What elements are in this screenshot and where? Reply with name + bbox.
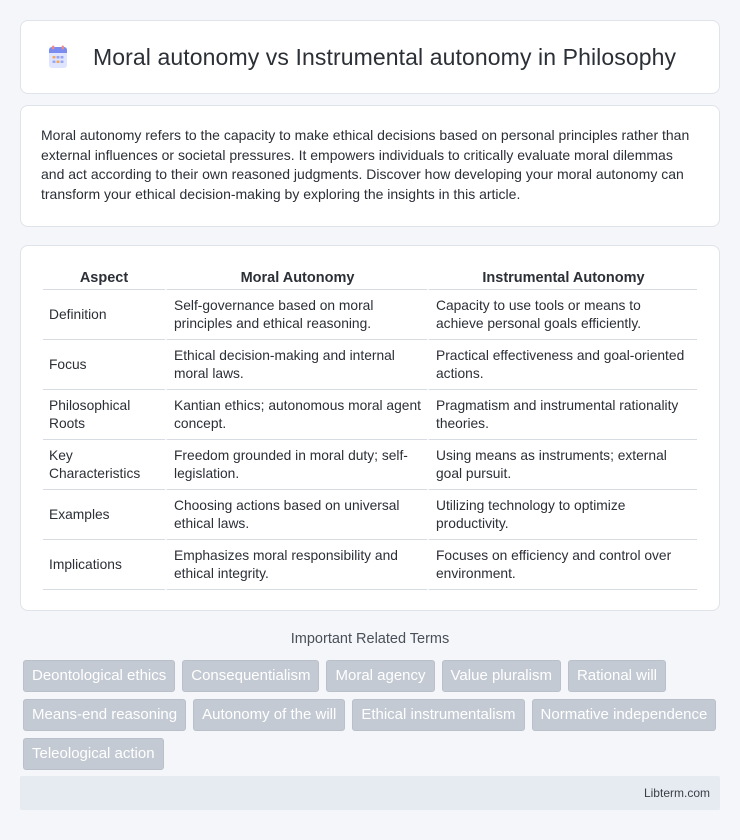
related-terms-tags — [20, 660, 720, 770]
row-aspect: Philosophical Roots — [43, 390, 165, 440]
related-terms-section — [20, 631, 720, 770]
row-aspect: Implications — [43, 540, 165, 590]
header-instrumental-autonomy: Instrumental Autonomy — [427, 268, 697, 290]
table-header-row — [43, 268, 697, 290]
table-row — [43, 490, 697, 540]
row-moral: Emphasizes moral responsibility and ethical integrity. — [165, 540, 427, 590]
comparison-card — [20, 245, 720, 611]
row-instrumental: Pragmatism and instrumental rationality theories. — [427, 390, 697, 440]
row-instrumental: Using means as instruments; external goal pursuit. — [427, 440, 697, 490]
header-aspect: Aspect — [43, 268, 165, 290]
page-title: Moral autonomy vs Instrumental autonomy in Philosophy — [93, 43, 677, 70]
row-moral: Kantian ethics; autonomous moral agent concept. — [165, 390, 427, 440]
tag-rational-will[interactable]: Rational will — [568, 660, 666, 692]
intro-card — [20, 105, 720, 227]
row-instrumental: Capacity to use tools or means to achieve personal goals efficiently. — [427, 290, 697, 340]
title-card — [20, 20, 720, 94]
tag-moral-agency[interactable]: Moral agency — [326, 660, 434, 692]
document-list-icon — [45, 44, 71, 70]
row-aspect: Key Characteristics — [43, 440, 165, 490]
row-moral: Freedom grounded in moral duty; self-legislation. — [165, 440, 427, 490]
row-instrumental: Focuses on efficiency and control over environment. — [427, 540, 697, 590]
table-row — [43, 390, 697, 440]
comparison-table — [43, 268, 697, 590]
footer — [20, 776, 720, 810]
tag-ethical-instrumentalism[interactable]: Ethical instrumentalism — [352, 699, 524, 731]
intro-text: Moral autonomy refers to the capacity to make ethical decisions based on personal principles rather than external influences or societal pressures. It empowers individuals to critically evaluate moral dilemmas and act according to their own reasoned judgments. Discover how developing your moral autonomy can transform your ethical decision-making by exploring the insights in this article. — [41, 127, 690, 202]
footer-site-link[interactable]: Libterm.com — [643, 786, 710, 800]
tag-deontological-ethics[interactable]: Deontological ethics — [23, 660, 175, 692]
tag-consequentialism[interactable]: Consequentialism — [182, 660, 319, 692]
tag-means-end-reasoning[interactable]: Means-end reasoning — [23, 699, 186, 731]
table-row — [43, 440, 697, 490]
row-moral: Choosing actions based on universal ethical laws. — [165, 490, 427, 540]
row-instrumental: Practical effectiveness and goal-oriented actions. — [427, 340, 697, 390]
tag-value-pluralism[interactable]: Value pluralism — [442, 660, 561, 692]
row-instrumental: Utilizing technology to optimize productivity. — [427, 490, 697, 540]
row-aspect: Focus — [43, 340, 165, 390]
table-row — [43, 290, 697, 340]
row-aspect: Definition — [43, 290, 165, 340]
table-row — [43, 340, 697, 390]
table-row — [43, 540, 697, 590]
row-moral: Ethical decision-making and internal moral laws. — [165, 340, 427, 390]
row-aspect: Examples — [43, 490, 165, 540]
tag-normative-independence[interactable]: Normative independence — [532, 699, 717, 731]
tag-teleological-action[interactable]: Teleological action — [23, 738, 164, 770]
tag-autonomy-of-the-will[interactable]: Autonomy of the will — [193, 699, 345, 731]
header-moral-autonomy: Moral Autonomy — [165, 268, 427, 290]
row-moral: Self-governance based on moral principles and ethical reasoning. — [165, 290, 427, 340]
related-terms-title: Important Related Terms — [290, 631, 450, 647]
